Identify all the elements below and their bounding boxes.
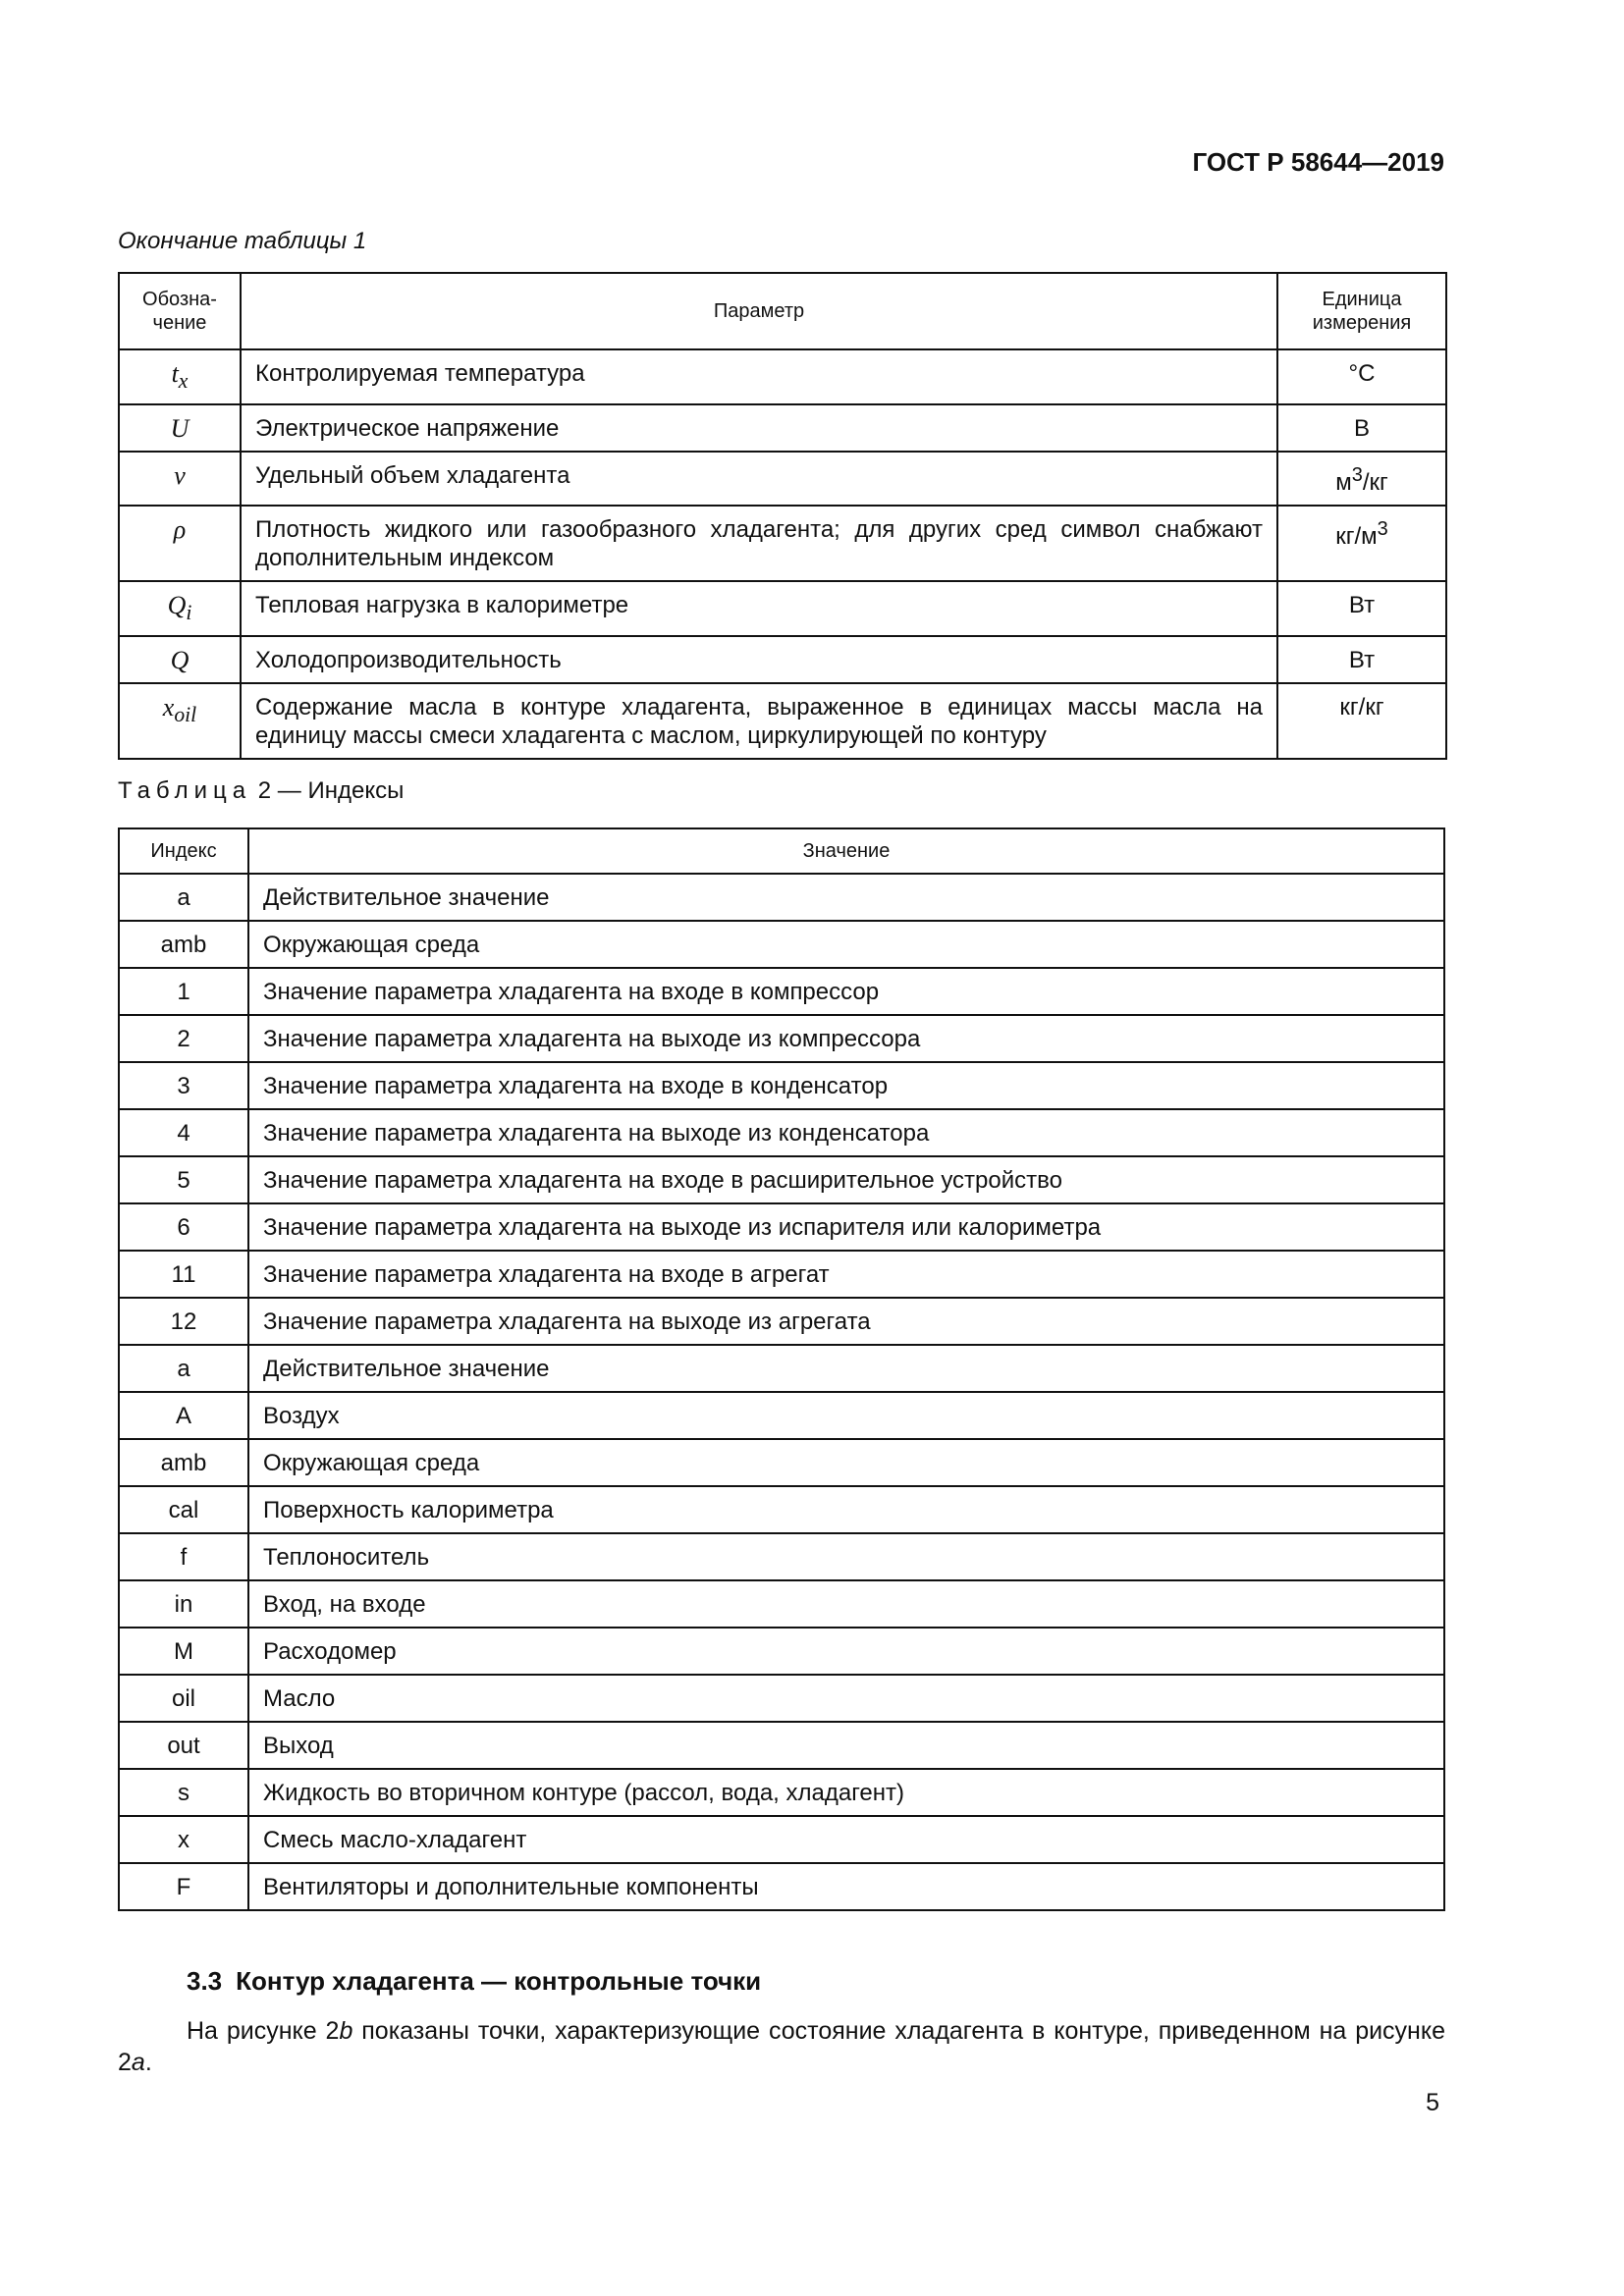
table-row bbox=[119, 1109, 1444, 1156]
index-cell: 4 bbox=[119, 1109, 248, 1156]
table-row bbox=[119, 1015, 1444, 1062]
symbol: Q bbox=[167, 591, 187, 620]
symbol: x bbox=[162, 693, 175, 722]
symbol-subscript: i bbox=[186, 601, 192, 625]
table-row bbox=[119, 874, 1444, 921]
table-row bbox=[119, 1203, 1444, 1251]
parameter-cell: Контролируемая температура bbox=[241, 349, 1277, 404]
meaning-cell: Значение параметра хладагента на выходе из испарителя или калориметра bbox=[248, 1203, 1444, 1251]
symbol: U bbox=[170, 414, 189, 444]
table-row bbox=[119, 1863, 1444, 1910]
unit-cell bbox=[1277, 581, 1446, 636]
parameter-cell: Холодопроизводительность bbox=[241, 636, 1277, 683]
index-cell: M bbox=[119, 1628, 248, 1675]
section-heading bbox=[187, 1966, 761, 1997]
unit-tail: /кг bbox=[1362, 469, 1388, 497]
indices-table bbox=[118, 828, 1445, 1911]
table-row bbox=[119, 968, 1444, 1015]
page-number: 5 bbox=[1426, 2089, 1439, 2116]
symbol: t bbox=[171, 359, 179, 388]
symbol-cell bbox=[119, 636, 241, 683]
index-cell: a bbox=[119, 874, 248, 921]
section-title: Контур хладагента — контрольные точки bbox=[236, 1966, 762, 1996]
unit: В bbox=[1353, 415, 1370, 443]
section-paragraph bbox=[118, 2015, 1445, 2078]
unit: м bbox=[1335, 469, 1352, 497]
table-row bbox=[119, 1816, 1444, 1863]
meaning-cell: Поверхность калориметра bbox=[248, 1486, 1444, 1533]
meaning-cell: Значение параметра хладагента на входе в конденсатор bbox=[248, 1062, 1444, 1109]
index-cell: x bbox=[119, 1816, 248, 1863]
table-row bbox=[119, 1769, 1444, 1816]
table-row bbox=[119, 1533, 1444, 1580]
col-header-index: Индекс bbox=[119, 828, 248, 874]
table-row bbox=[119, 683, 1446, 759]
meaning-cell: Действительное значение bbox=[248, 1345, 1444, 1392]
table-row bbox=[119, 581, 1446, 636]
index-cell: A bbox=[119, 1392, 248, 1439]
parameter-cell: Электрическое напряжение bbox=[241, 404, 1277, 452]
table-row bbox=[119, 921, 1444, 968]
unit-cell bbox=[1277, 349, 1446, 404]
unit: Вт bbox=[1348, 592, 1376, 619]
symbol-cell bbox=[119, 404, 241, 452]
col-header-unit: Единица измерения bbox=[1277, 273, 1446, 349]
symbol-cell bbox=[119, 581, 241, 636]
para-text: показаны точки, характеризующие состояние хладагента в контуре, приведенном на рисунке 2 bbox=[118, 2017, 1445, 2076]
table-row bbox=[119, 1722, 1444, 1769]
meaning-cell: Жидкость во вторичном контуре (рассол, вода, хладагент) bbox=[248, 1769, 1444, 1816]
index-cell: oil bbox=[119, 1675, 248, 1722]
unit: кг/м bbox=[1335, 523, 1378, 551]
meaning-cell: Значение параметра хладагента на входе в агрегат bbox=[248, 1251, 1444, 1298]
meaning-cell: Выход bbox=[248, 1722, 1444, 1769]
table2-caption bbox=[118, 777, 404, 805]
table-header-row bbox=[119, 273, 1446, 349]
symbol: v bbox=[174, 461, 186, 491]
meaning-cell: Действительное значение bbox=[248, 874, 1444, 921]
symbol: ρ bbox=[173, 515, 187, 545]
symbol: Q bbox=[170, 646, 189, 675]
col-header-meaning: Значение bbox=[248, 828, 1444, 874]
index-cell: 5 bbox=[119, 1156, 248, 1203]
parameter-cell: Содержание масла в контуре хладагента, выраженное в единицах массы масла на единицу массы смеси хладагента с маслом, циркулирующей по контуру bbox=[241, 683, 1277, 759]
meaning-cell: Вход, на входе bbox=[248, 1580, 1444, 1628]
table-row bbox=[119, 506, 1446, 581]
meaning-cell: Окружающая среда bbox=[248, 921, 1444, 968]
meaning-cell: Значение параметра хладагента на входе в компрессор bbox=[248, 968, 1444, 1015]
meaning-cell: Значение параметра хладагента на выходе из конденсатора bbox=[248, 1109, 1444, 1156]
symbols-table bbox=[118, 272, 1447, 760]
unit-superscript: 3 bbox=[1377, 518, 1388, 541]
table-row bbox=[119, 1298, 1444, 1345]
table-row bbox=[119, 1345, 1444, 1392]
symbol-cell bbox=[119, 683, 241, 759]
index-cell: 2 bbox=[119, 1015, 248, 1062]
meaning-cell: Значение параметра хладагента на выходе из агрегата bbox=[248, 1298, 1444, 1345]
table-row bbox=[119, 452, 1446, 506]
meaning-cell: Воздух bbox=[248, 1392, 1444, 1439]
para-emph: b bbox=[339, 2017, 353, 2045]
unit: кг/кг bbox=[1339, 694, 1384, 721]
meaning-cell: Масло bbox=[248, 1675, 1444, 1722]
table-row bbox=[119, 1675, 1444, 1722]
index-cell: a bbox=[119, 1345, 248, 1392]
table-row bbox=[119, 1439, 1444, 1486]
meaning-cell: Значение параметра хладагента на выходе из компрессора bbox=[248, 1015, 1444, 1062]
section-number: 3.3 bbox=[187, 1966, 223, 1996]
index-cell: 3 bbox=[119, 1062, 248, 1109]
index-cell: amb bbox=[119, 921, 248, 968]
parameter-cell: Удельный объем хладагента bbox=[241, 452, 1277, 506]
symbol-cell bbox=[119, 452, 241, 506]
unit-cell bbox=[1277, 636, 1446, 683]
table-row bbox=[119, 349, 1446, 404]
parameter-cell: Плотность жидкого или газообразного хладагента; для других сред символ снабжают дополнительным индексом bbox=[241, 506, 1277, 581]
table1-caption: Окончание таблицы 1 bbox=[118, 228, 367, 254]
meaning-cell: Смесь масло-хладагент bbox=[248, 1816, 1444, 1863]
unit: Вт bbox=[1348, 647, 1376, 674]
index-cell: F bbox=[119, 1863, 248, 1910]
para-text: На рисунке 2 bbox=[187, 2017, 340, 2045]
para-text: . bbox=[144, 2049, 152, 2076]
table-row bbox=[119, 1580, 1444, 1628]
symbol-subscript: oil bbox=[174, 703, 197, 727]
meaning-cell: Окружающая среда bbox=[248, 1439, 1444, 1486]
meaning-cell: Расходомер bbox=[248, 1628, 1444, 1675]
table-row bbox=[119, 636, 1446, 683]
unit-superscript: 3 bbox=[1351, 464, 1363, 487]
unit: °С bbox=[1348, 360, 1376, 387]
unit-cell bbox=[1277, 452, 1446, 506]
table-row bbox=[119, 1486, 1444, 1533]
index-cell: 11 bbox=[119, 1251, 248, 1298]
symbol-subscript: x bbox=[178, 369, 189, 394]
index-cell: f bbox=[119, 1533, 248, 1580]
table-row bbox=[119, 1628, 1444, 1675]
index-cell: 12 bbox=[119, 1298, 248, 1345]
index-cell: 6 bbox=[119, 1203, 248, 1251]
col-header-parameter: Параметр bbox=[241, 273, 1277, 349]
table-header-row bbox=[119, 828, 1444, 874]
meaning-cell: Значение параметра хладагента на входе в расширительное устройство bbox=[248, 1156, 1444, 1203]
index-cell: in bbox=[119, 1580, 248, 1628]
symbol-cell bbox=[119, 349, 241, 404]
unit-cell bbox=[1277, 683, 1446, 759]
parameter-cell: Тепловая нагрузка в калориметре bbox=[241, 581, 1277, 636]
table-row bbox=[119, 1251, 1444, 1298]
symbol-cell bbox=[119, 506, 241, 581]
meaning-cell: Теплоноситель bbox=[248, 1533, 1444, 1580]
unit-cell bbox=[1277, 506, 1446, 581]
index-cell: cal bbox=[119, 1486, 248, 1533]
index-cell: amb bbox=[119, 1439, 248, 1486]
table-row bbox=[119, 1392, 1444, 1439]
para-emph: a bbox=[131, 2049, 145, 2076]
meaning-cell: Вентиляторы и дополнительные компоненты bbox=[248, 1863, 1444, 1910]
table2-caption-word: Таблица bbox=[118, 777, 252, 804]
index-cell: s bbox=[119, 1769, 248, 1816]
table-row bbox=[119, 1062, 1444, 1109]
index-cell: out bbox=[119, 1722, 248, 1769]
document-code: ГОСТ Р 58644—2019 bbox=[1192, 147, 1444, 177]
index-cell: 1 bbox=[119, 968, 248, 1015]
col-header-symbol: Обозна-чение bbox=[119, 273, 241, 349]
table-row bbox=[119, 404, 1446, 452]
table2-caption-title: 2 — Индексы bbox=[257, 777, 405, 804]
unit-cell bbox=[1277, 404, 1446, 452]
table-row bbox=[119, 1156, 1444, 1203]
